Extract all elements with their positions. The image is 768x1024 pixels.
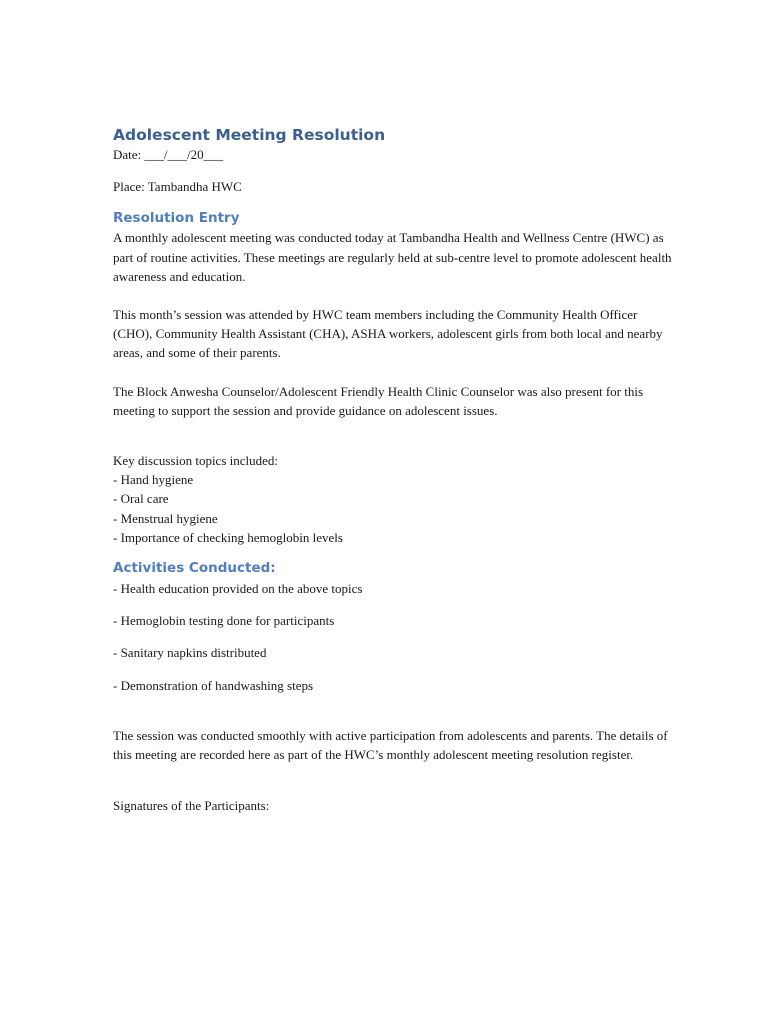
paragraph-meeting-summary: A monthly adolescent meeting was conducted today at Tambandha Health and Wellness Centre (HWC) as part of routine activities. These meetings are regularly held at sub-centre level to promote adolescent health awareness and education. [113,230,672,284]
list-item: - Menstrual hygiene [113,510,218,526]
topics-intro: Key discussion topics included: [113,453,279,469]
list-item: - Oral care [113,491,169,507]
paragraph-attendance: This month’s session was attended by HWC team members including the Community Health Officer (CHO), Community Health Assistant (CHA), ASHA workers, adolescent girls from both local and nearby areas, and some of their parents. [113,307,663,361]
paragraph-counselor: The Block Anwesha Counselor/Adolescent Friendly Health Clinic Counselor was also present for this meeting to support the session and provide guidance on adolescent issues. [113,383,644,418]
list-item: - Hand hygiene [113,472,194,488]
document-page [113,124,673,815]
activities-conducted-heading: Activities Conducted: [113,560,276,577]
list-item: - Hemoglobin testing done for participants [113,613,335,629]
resolution-entry-heading: Resolution Entry [113,210,240,227]
list-item: - Importance of checking hemoglobin levels [113,529,343,545]
document-title: Adolescent Meeting Resolution [113,126,386,144]
activities-list [113,579,673,695]
signatures-line: Signatures of the Participants: [113,798,270,814]
list-item: - Health education provided on the above topics [113,581,363,597]
paragraph-closing: The session was conducted smoothly with active participation from adolescents and parents. The details of this meeting are recorded here as part of the HWC’s monthly adolescent meeting resolution register. [113,727,668,763]
topics-list [113,470,673,547]
place-line: Place: Tambandha HWC [113,179,242,195]
list-item: - Sanitary napkins distributed [113,645,267,661]
list-item: - Demonstration of handwashing steps [113,677,314,693]
date-line: Date: ___/___/20___ [113,147,224,162]
